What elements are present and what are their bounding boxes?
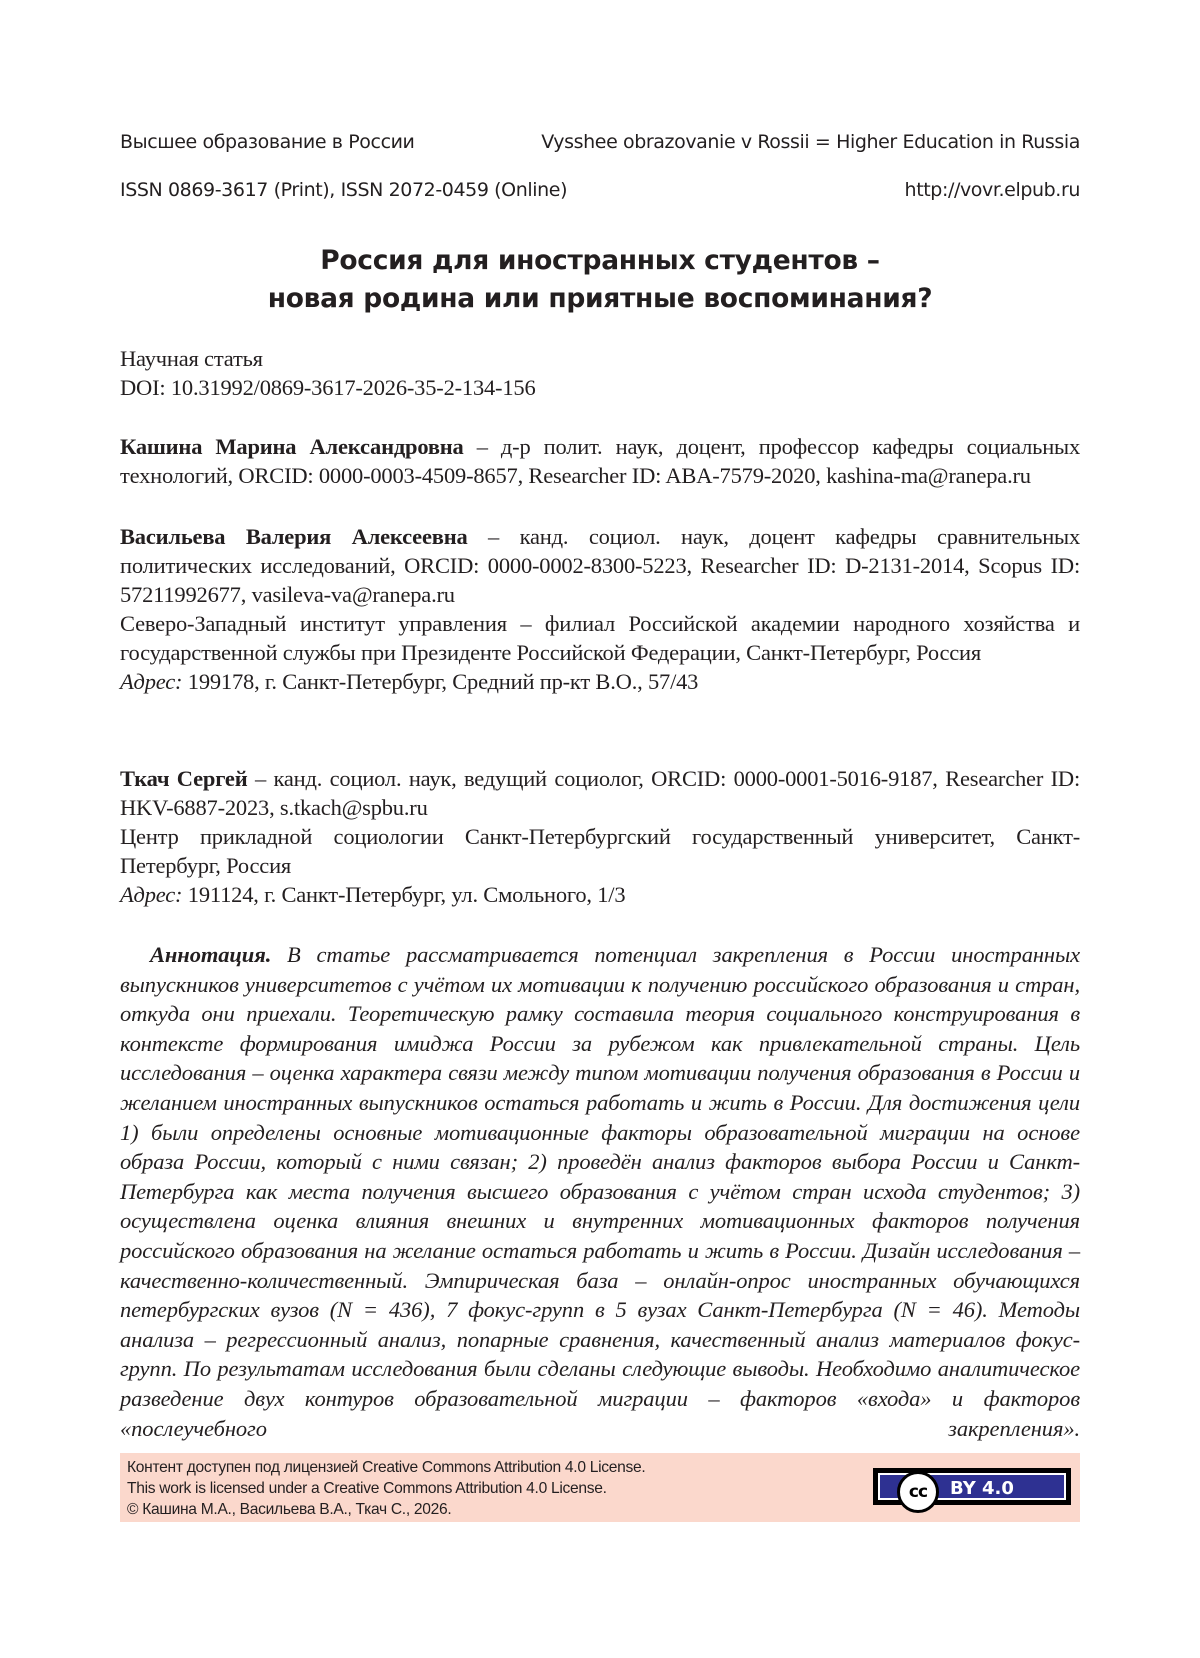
abstract-text: В статье рассматривается потенциал закрепления в России иностранных выпускников университетов с учётом их мотивации к получению российского образования и стран, откуда они приехали. Теоретическую рамку составила теория социального конструирования в контексте формирования имиджа России за рубежом как привлекательной страны. Цель исследования – оценка характера связи между типом мотивации получения образования в России и желанием иностранных выпускников остаться работать и жить в России. Для достижения цели 1) были определены основные мотивационные факторы образовательной миграции на основе образа России, который с ними связан; 2) проведён анализ факторов выбора России и Санкт-Петербурга как места получения высшего образования с учётом стран исхода студентов; 3) осуществлена оценка влияния внешних и внутренних мотивационных факторов получения российского образования на желание остаться работать и жить в России. Дизайн исследования – качественно-количественный. Эмпирическая база – онлайн-опрос иностранных обучающихся петербургских вузов (N = 436), 7 фокус-групп в 5 вузах Санкт-Петербурга (N = 46). Методы анализа – регрессионный анализ, попарные сравнения, качественный анализ материалов фокус-групп. По результатам исследования были сделаны следующие выводы. Необходимо аналитическое разведение двух контуров образовательной миграции – факторов «входа» и факторов «послеучебного закрепления». [120,942,1080,1441]
author-3 [120,764,1080,909]
title-line-1: Россия для иностранных студентов – [320,245,880,276]
article-title [120,242,1080,318]
cc-by-label: BY 4.0 [950,1478,1014,1499]
abstract-label: Аннотация. [150,942,272,967]
journal-title-ru: Высшее образование в России [120,131,415,153]
doi[interactable]: DOI: 10.31992/0869-3617-2026-35-2-134-156 [120,375,536,400]
author-1 [120,432,1080,490]
cc-icon: cc [897,1471,939,1513]
journal-url[interactable]: http://vovr.elpub.ru [904,179,1080,201]
author-2 [120,522,1080,696]
journal-title-en: Vysshee obrazovanie v Rossii = Higher Education in Russia [541,131,1080,153]
article-meta [120,344,1080,402]
running-subheader [120,179,1080,201]
license-text-en: This work is licensed under a Creative Commons Attribution 4.0 License. [127,1480,607,1497]
address-text: 199178, г. Санкт-Петербург, Средний пр-кт В.О., 57/43 [182,669,699,694]
copyright: © Кашина М.А., Васильева В.А., Ткач С., 2026. [127,1501,452,1518]
running-header [120,131,1080,153]
cc-by-badge[interactable] [873,1468,1071,1505]
author-info [120,522,1080,609]
article-type: Научная статья [120,346,263,371]
author-name: Ткач Сергей [120,766,248,791]
abstract [120,940,1080,1443]
issn: ISSN 0869-3617 (Print), ISSN 2072-0459 (Online) [120,179,568,201]
author-info [120,432,1080,490]
author-name: Кашина Марина Александровна [120,434,464,459]
license-text-ru: Контент доступен под лицензией Creative Commons Attribution 4.0 License. [127,1459,646,1476]
address-text: 191124, г. Санкт-Петербург, ул. Смольного, 1/3 [182,882,626,907]
title-line-2: новая родина или приятные воспоминания? [267,283,933,314]
author-details: – д-р полит. наук, доцент, профессор кафедры социальных технологий, ORCID: 0000-0003-4509-8657, Researcher ID: ABA-7579-2020, kashina-ma@ranepa.ru [120,434,1081,488]
author-address [120,667,1080,696]
license-box [120,1453,1080,1522]
author-details: – канд. социол. наук, ведущий социолог, ORCID: 0000-0001-5016-9187, Researcher ID: HKV-6887-2023, s.tkach@spbu.ru [120,766,1080,820]
author-name: Васильева Валерия Алексеевна [120,524,468,549]
author-affiliation: Центр прикладной социологии Санкт-Петербургский государственный университет, Санкт-Петербург, Россия [120,824,1080,878]
address-label: Адрес: [120,882,183,907]
author-address [120,880,1080,909]
author-details: – канд. социол. наук, доцент кафедры сравнительных политических исследований, ORCID: 0000-0002-8300-5223, Researcher ID: D-2131-2014, Scopus ID: 57211992677, vasileva-va@ranepa.ru [120,524,1081,607]
author-affiliation: Северо-Западный институт управления – филиал Российской академии народного хозяйства и государственной службы при Президенте Российской Федерации, Санкт-Петербург, Россия [120,611,1080,665]
address-label: Адрес: [120,669,183,694]
author-info [120,764,1080,822]
